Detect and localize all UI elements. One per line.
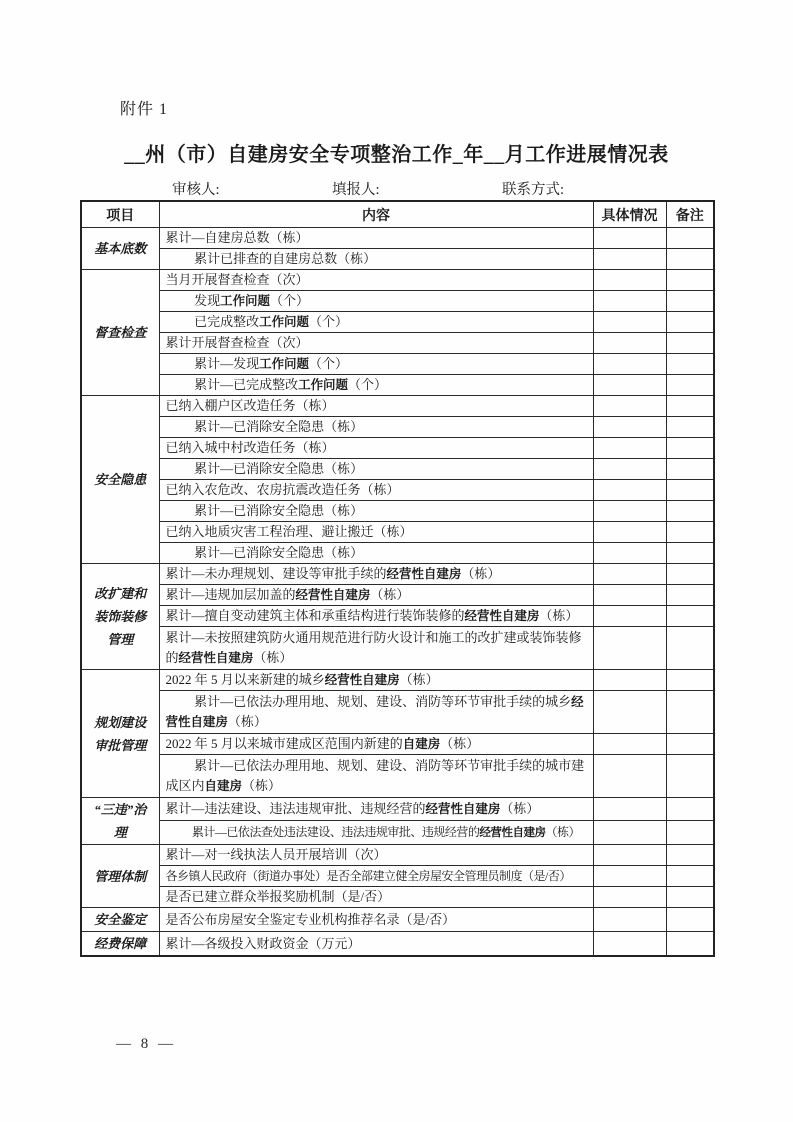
group-label: 督查检查	[81, 270, 159, 396]
meta-row	[0, 178, 793, 198]
table-row	[81, 396, 714, 417]
reviewer-label: 审核人:	[172, 182, 220, 198]
detail-cell	[593, 375, 666, 396]
content-cell: 累计已排查的自建房总数（栋）	[159, 249, 593, 270]
group-label: 经费保障	[81, 932, 159, 957]
detail-cell	[593, 396, 666, 417]
table-row	[81, 691, 714, 734]
content-cell: 已纳入农危改、农房抗震改造任务（栋）	[159, 480, 593, 501]
detail-cell	[593, 585, 666, 606]
remark-cell	[666, 522, 714, 543]
content-cell: 累计—各级投入财政资金（万元）	[159, 932, 593, 957]
detail-cell	[593, 291, 666, 312]
table-row	[81, 670, 714, 691]
detail-cell	[593, 691, 666, 734]
detail-cell	[593, 543, 666, 564]
content-cell: 累计—未办理规划、建设等审批手续的经营性自建房（栋）	[159, 564, 593, 585]
detail-cell	[593, 270, 666, 291]
content-cell: 累计—已消除安全隐患（栋）	[159, 543, 593, 564]
remark-cell	[666, 691, 714, 734]
table-row	[81, 438, 714, 459]
content-cell: 各乡镇人民政府（街道办事处）是否全部建立健全房屋安全管理员制度（是/否）	[159, 866, 593, 887]
content-cell: 累计—已完成整改工作问题（个）	[159, 375, 593, 396]
remark-cell	[666, 670, 714, 691]
content-cell: 累计—已依法查处违法建设、违法违规审批、违规经营的经营性自建房（栋）	[159, 820, 593, 844]
table-row	[81, 585, 714, 606]
remark-cell	[666, 755, 714, 798]
table-row	[81, 375, 714, 396]
header-remark: 备注	[666, 201, 714, 228]
detail-cell	[593, 755, 666, 798]
content-cell: 是否已建立群众举报奖励机制（是/否）	[159, 887, 593, 908]
content-cell: 累计—已消除安全隐患（栋）	[159, 501, 593, 522]
detail-cell	[593, 354, 666, 375]
remark-cell	[666, 820, 714, 844]
content-cell: 累计—未按照建筑防火通用规范进行防火设计和施工的改扩建或装饰装修的经营性自建房（栋）	[159, 627, 593, 670]
detail-cell	[593, 417, 666, 438]
table-row	[81, 866, 714, 887]
table-row	[81, 543, 714, 564]
table-body	[81, 228, 714, 957]
content-cell: 是否公布房屋安全鉴定专业机构推荐名录（是/否）	[159, 908, 593, 932]
table-row	[81, 312, 714, 333]
detail-cell	[593, 820, 666, 844]
table-row	[81, 480, 714, 501]
content-cell: 累计—对一线执法人员开展培训（次）	[159, 845, 593, 866]
remark-cell	[666, 249, 714, 270]
attachment-label: 附件 1	[120, 101, 169, 118]
content-cell: 当月开展督查检查（次）	[159, 270, 593, 291]
group-label: 规划建设审批管理	[81, 670, 159, 798]
remark-cell	[666, 312, 714, 333]
detail-cell	[593, 845, 666, 866]
content-cell: 已纳入地质灾害工程治理、避让搬迁（栋）	[159, 522, 593, 543]
detail-cell	[593, 501, 666, 522]
detail-cell	[593, 908, 666, 932]
remark-cell	[666, 375, 714, 396]
remark-cell	[666, 438, 714, 459]
content-cell: 已纳入棚户区改造任务（栋）	[159, 396, 593, 417]
header-content: 内容	[159, 201, 593, 228]
content-cell: 累计—发现工作问题（个）	[159, 354, 593, 375]
table-row	[81, 417, 714, 438]
table-row	[81, 606, 714, 627]
content-cell: 累计—自建房总数（栋）	[159, 228, 593, 249]
table-row	[81, 564, 714, 585]
remark-cell	[666, 291, 714, 312]
table-row	[81, 755, 714, 798]
remark-cell	[666, 606, 714, 627]
table-row	[81, 333, 714, 354]
detail-cell	[593, 480, 666, 501]
content-cell: 累计—已消除安全隐患（栋）	[159, 459, 593, 480]
remark-cell	[666, 564, 714, 585]
table-row	[81, 887, 714, 908]
detail-cell	[593, 866, 666, 887]
table-row	[81, 459, 714, 480]
content-cell: 累计—已依法办理用地、规划、建设、消防等环节审批手续的城市建成区内自建房（栋）	[159, 755, 593, 798]
detail-cell	[593, 459, 666, 480]
table-row	[81, 798, 714, 821]
group-label: 改扩建和装饰装修管理	[81, 564, 159, 670]
remark-cell	[666, 585, 714, 606]
page-number: — 8 —	[116, 1036, 176, 1052]
remark-cell	[666, 798, 714, 821]
detail-cell	[593, 249, 666, 270]
detail-cell	[593, 887, 666, 908]
remark-cell	[666, 333, 714, 354]
content-cell: 2022 年 5 月以来城市建成区范围内新建的自建房（栋）	[159, 734, 593, 755]
group-label: 安全鉴定	[81, 908, 159, 932]
detail-cell	[593, 522, 666, 543]
detail-cell	[593, 734, 666, 755]
table-row	[81, 734, 714, 755]
remark-cell	[666, 866, 714, 887]
group-label: “三违”治理	[81, 798, 159, 845]
detail-cell	[593, 228, 666, 249]
filler-label: 填报人:	[332, 182, 380, 198]
detail-cell	[593, 932, 666, 957]
detail-cell	[593, 564, 666, 585]
table-row	[81, 932, 714, 957]
table-row	[81, 291, 714, 312]
table-row	[81, 501, 714, 522]
content-cell: 累计—擅自变动建筑主体和承重结构进行装饰装修的经营性自建房（栋）	[159, 606, 593, 627]
table-row	[81, 845, 714, 866]
table-row	[81, 354, 714, 375]
remark-cell	[666, 396, 714, 417]
content-cell: 累计—已消除安全隐患（栋）	[159, 417, 593, 438]
remark-cell	[666, 627, 714, 670]
table-row	[81, 270, 714, 291]
progress-table	[80, 200, 715, 957]
content-cell: 累计—已依法办理用地、规划、建设、消防等环节审批手续的城乡经营性自建房（栋）	[159, 691, 593, 734]
remark-cell	[666, 501, 714, 522]
remark-cell	[666, 887, 714, 908]
remark-cell	[666, 932, 714, 957]
remark-cell	[666, 480, 714, 501]
detail-cell	[593, 627, 666, 670]
remark-cell	[666, 459, 714, 480]
remark-cell	[666, 354, 714, 375]
table-row	[81, 522, 714, 543]
detail-cell	[593, 333, 666, 354]
remark-cell	[666, 845, 714, 866]
table-row	[81, 820, 714, 844]
table-row	[81, 627, 714, 670]
content-cell: 已纳入城中村改造任务（栋）	[159, 438, 593, 459]
content-cell: 已完成整改工作问题（个）	[159, 312, 593, 333]
content-cell: 累计—违规加层加盖的经营性自建房（栋）	[159, 585, 593, 606]
detail-cell	[593, 312, 666, 333]
detail-cell	[593, 438, 666, 459]
remark-cell	[666, 228, 714, 249]
table-row	[81, 228, 714, 249]
group-label: 基本底数	[81, 228, 159, 270]
header-detail: 具体情况	[593, 201, 666, 228]
table-row	[81, 249, 714, 270]
header-item: 项目	[81, 201, 159, 228]
contact-label: 联系方式:	[502, 182, 565, 198]
group-label: 管理体制	[81, 845, 159, 908]
detail-cell	[593, 670, 666, 691]
remark-cell	[666, 908, 714, 932]
document-title: __州（市）自建房安全专项整治工作_年__月工作进展情况表	[124, 144, 669, 166]
content-cell: 发现工作问题（个）	[159, 291, 593, 312]
detail-cell	[593, 798, 666, 821]
group-label: 安全隐患	[81, 396, 159, 564]
content-cell: 2022 年 5 月以来新建的城乡经营性自建房（栋）	[159, 670, 593, 691]
remark-cell	[666, 270, 714, 291]
remark-cell	[666, 543, 714, 564]
table-header-row	[81, 201, 714, 228]
remark-cell	[666, 417, 714, 438]
content-cell: 累计开展督查检查（次）	[159, 333, 593, 354]
remark-cell	[666, 734, 714, 755]
content-cell: 累计—违法建设、违法违规审批、违规经营的经营性自建房（栋）	[159, 798, 593, 821]
detail-cell	[593, 606, 666, 627]
table-row	[81, 908, 714, 932]
